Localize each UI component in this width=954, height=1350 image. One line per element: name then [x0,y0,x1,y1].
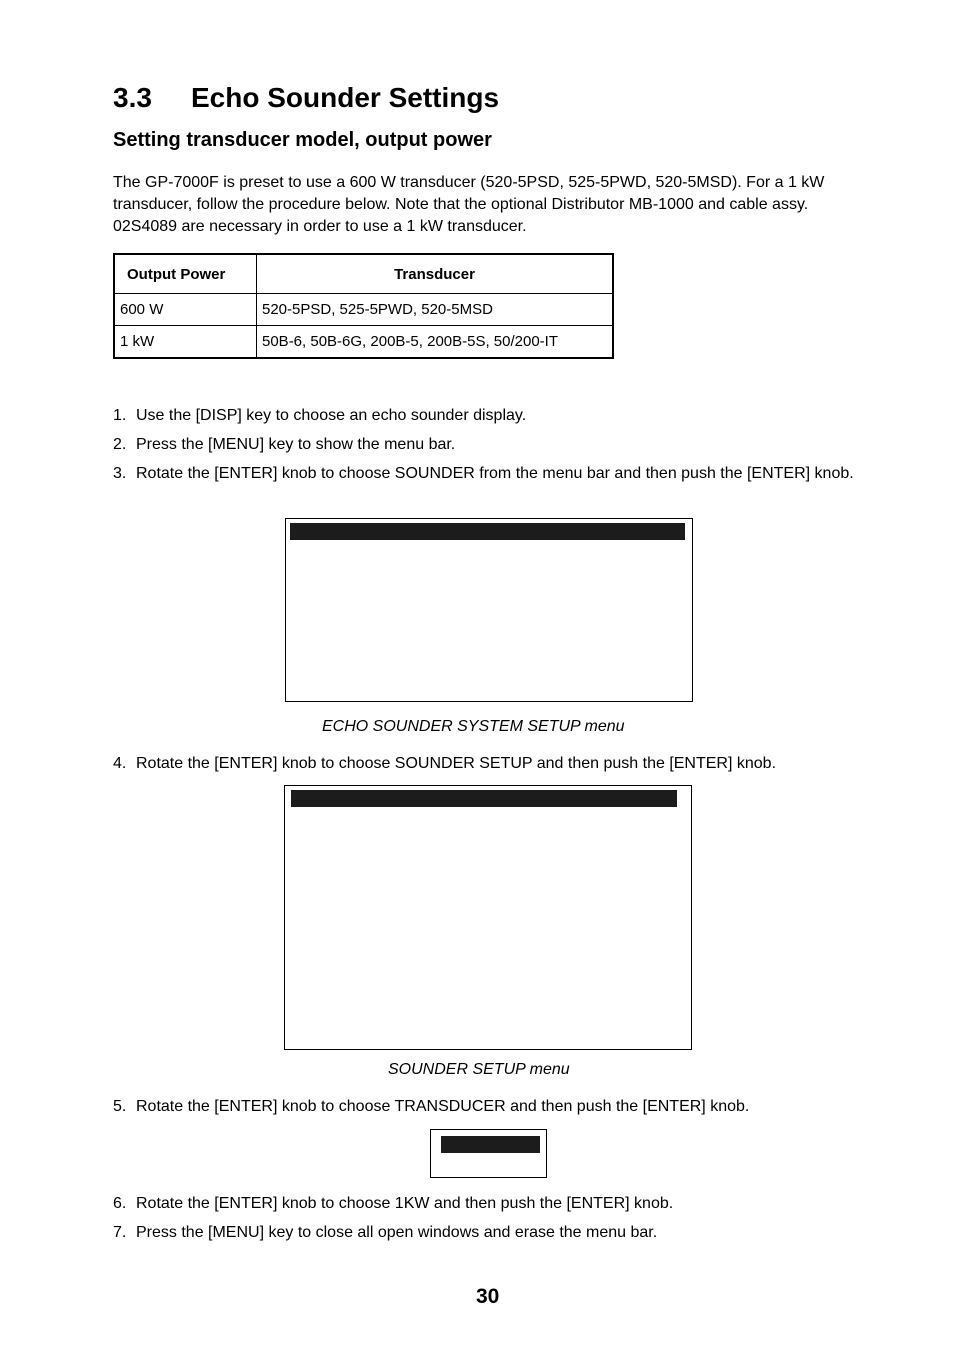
step-item [113,405,873,427]
step-item [113,434,873,456]
intro-paragraph: The GP-7000F is preset to use a 600 W transducer (520-5PSD, 525-5PWD, 520-5MSD). For a 1 kW transducer, follow the procedure below. Note that the optional Distributor MB-1000 and cable assy. 02S4089 are necessary in order to use a 1 kW transducer. [113,174,825,235]
step-item [113,1096,873,1118]
step-number: 3. [113,465,127,482]
step-text: Rotate the [ENTER] knob to choose 1KW and then push the [ENTER] knob. [136,1195,674,1212]
subsection-heading: Setting transducer model, output power [113,129,492,151]
step-text: Rotate the [ENTER] knob to choose TRANSDUCER and then push the [ENTER] knob. [136,1098,750,1115]
table-row [114,326,613,359]
table-row [114,294,613,326]
figure-caption: ECHO SOUNDER SYSTEM SETUP menu [322,718,625,735]
figure-caption: SOUNDER SETUP menu [388,1061,570,1078]
section-heading [113,82,499,114]
step-item [113,1193,873,1215]
section-number: 3.3 [113,82,152,113]
table-header-cell: Output Power [114,254,257,294]
table-cell: 50B-6, 50B-6G, 200B-5, 200B-5S, 50/200-IT [257,326,614,359]
transducer-table [113,253,614,359]
step-text: Press the [MENU] key to close all open windows and erase the menu bar. [136,1224,658,1241]
step-number: 2. [113,436,127,453]
step-text: Rotate the [ENTER] knob to choose SOUNDER SETUP and then push the [ENTER] knob. [136,755,777,772]
step-item [113,753,873,775]
step-number: 4. [113,755,127,772]
menu-title-bar [290,523,685,540]
step-text: Press the [MENU] key to show the menu bar. [136,436,456,453]
step-text: Use the [DISP] key to choose an echo sounder display. [136,407,527,424]
step-item [113,463,873,485]
echo-sounder-system-setup-menu-image [285,518,693,702]
menu-title-bar [291,790,677,807]
menu-title-bar [441,1136,540,1153]
transducer-window-image [430,1129,547,1178]
page-number: 30 [476,1285,500,1308]
step-number: 5. [113,1098,127,1115]
step-number: 1. [113,407,127,424]
sounder-setup-menu-image [284,785,692,1050]
table-cell: 1 kW [114,326,257,359]
table-header-row [114,254,613,294]
table-cell: 520-5PSD, 525-5PWD, 520-5MSD [257,294,614,326]
step-text: Rotate the [ENTER] knob to choose SOUNDER from the menu bar and then push the [ENTER] knob. [136,465,854,482]
step-item [113,1222,873,1244]
step-number: 6. [113,1195,127,1212]
table-cell: 600 W [114,294,257,326]
step-number: 7. [113,1224,127,1241]
table-header-cell: Transducer [257,254,614,294]
section-title: Echo Sounder Settings [191,82,500,113]
